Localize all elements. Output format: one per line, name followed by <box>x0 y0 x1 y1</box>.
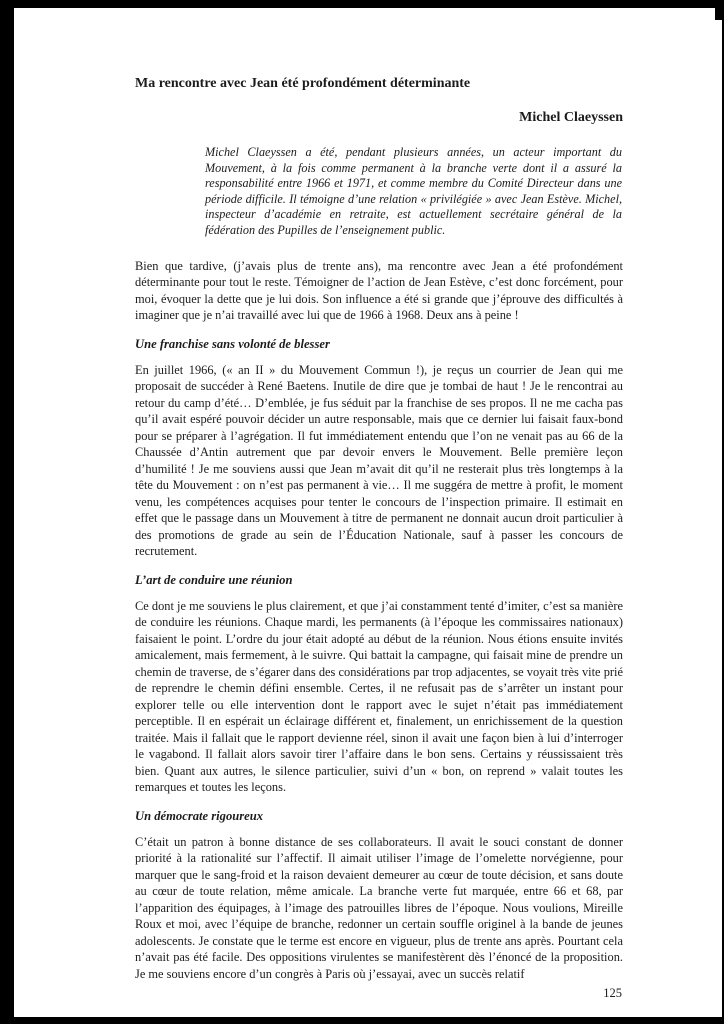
intro-paragraph: Michel Claeyssen a été, pendant plusieurs années, un acteur important du Mouvement, à la fois comme permanent à la branche verte dont il a assuré la responsabilité entre 1966 et 1971, et comme membre du Comité Directeur dans une période difficile. Il témoigne d’une relation « privilégiée » avec Jean Estève. Michel, inspecteur d’académie en retraite, est actuellement secrétaire général de la fédération des Pupilles de l’enseignement public. <box>205 145 622 237</box>
scan-edge-top <box>0 0 724 8</box>
page-title: Ma rencontre avec Jean été profondément déterminante <box>135 76 471 91</box>
body-paragraph: C’était un patron à bonne distance de ses collaborateurs. Il avait le souci constant de donner priorité à la rationalité sur l’affectif. Il aimait utiliser l’image de l’omelette norvégienne, pour marquer que le sang-froid et la raison devaient demeurer au cœur de toute décision, et sans doute au cœur de toute relation, même amicale. La branche verte fut marquée, entre 66 et 68, par l’apparition des équipages, à l’image des patrouilles libres de l’époque. Nous voulions, Mireille Roux et moi, avec l’équipe de branche, redonner un certain souffle originel à la bande de jeunes adolescents. Je constate que le terme est encore en vigueur, plus de trente ans après. Pourtant cela n’avait pas été facile. Des oppositions virulentes se manifestèrent dès l’énoncé de la proposition. Je me souviens encore d’un congrès à Paris où j’essayai, avec un succès relatif <box>135 834 623 981</box>
body-paragraph: Bien que tardive, (j’avais plus de trente ans), ma rencontre avec Jean a été profondément déterminante pour tout le reste. Témoigner de l’action de Jean Estève, c’est donc forcément, pour moi, évoquer la dette que je lui dois. Son influence a été si grande que j’éprouve des difficultés à imaginer que je n’ai travaillé avec lui que de 1966 à 1968. Deux ans à peine ! <box>135 258 623 323</box>
page-number: 125 <box>603 986 622 1000</box>
scan-edge-bottom <box>0 1017 724 1024</box>
body-paragraph: En juillet 1966, (« an II » du Mouvement Commun !), je reçus un courrier de Jean qui me proposait de succéder à René Baetens. Inutile de dire que je tombai de haut ! Je le rencontrai au retour du camp d’été… D’emblée, je fus séduit par la franchise de ses propos. Il ne me cacha pas qu’il avait espéré pouvoir décider un autre responsable, mais que ce dernier lui faisait faux-bond pour se préparer à l’agrégation. Il fut immédiatement entendu que l’on ne venait pas au 66 de la Chaussée d’Antin autrement que par devoir envers le Mouvement. Belle première leçon d’humilité ! Je me souviens aussi que Jean m’avait dit qu’il ne resterait plus très longtemps à la tête du Mouvement : on n’est pas permanent à vie… Il me suggéra de mettre à profit, le moment venu, les compétences acquises pour tenter le concours de l’inspection primaire. Il estimait en effet que le passage dans un Mouvement à titre de permanent ne donnait aucun droit particulier à des promotions de grade au sein de l’Éducation Nationale, sauf à passer les concours de recrutement. <box>135 362 623 559</box>
author-name: Michel Claeyssen <box>519 110 623 125</box>
document-page <box>135 75 623 982</box>
scan-edge-corner <box>715 0 724 20</box>
section-heading: L’art de conduire une réunion <box>135 572 293 587</box>
body-paragraph: Ce dont je me souviens le plus clairement, et que j’ai constamment tenté d’imiter, c’est sa manière de conduire les réunions. Chaque mardi, les permanents (à l’époque les commissaires nationaux) faisaient le point. L’ordre du jour était adopté au début de la réunion. Nous étions ensuite invités amicalement, mais fermement, à le suivre. Qui battait la campagne, qui faisait mine de prendre un chemin de traverse, de s’égarer dans des considérations par trop adjacentes, se voyait très vite prié de reprendre le chemin défini ensemble. Certes, il ne refusait pas de s’arrêter un instant pour explorer telle ou elle intervention dont le rapport avec le sujet n’était pas immédiatement perceptible. Il en espérait un éclairage différent et, finalement, un enrichissement de la question traitée. Mais il fallait que le rapport devienne réel, sinon il avait une façon bien à lui d’interroger le vagabond. Il fallait alors savoir tirer l’affaire dans le bon sens. Certains y réussissaient très bien. Quant aux autres, le silence particulier, suivi d’un « bon, on reprend » valait toutes les remarques et toutes les leçons. <box>135 598 623 795</box>
section-heading: Une franchise sans volonté de blesser <box>135 336 330 351</box>
section-heading: Un démocrate rigoureux <box>135 808 264 823</box>
scan-edge-left <box>0 0 14 1024</box>
